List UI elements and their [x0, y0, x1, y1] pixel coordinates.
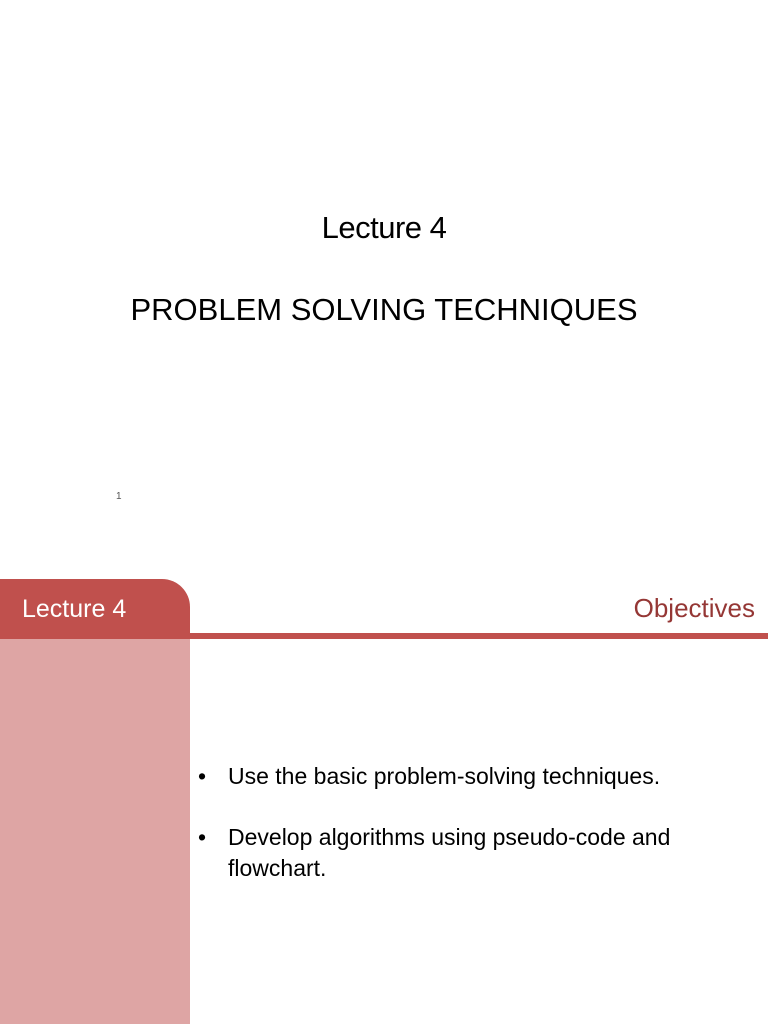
lecture-tab — [0, 579, 190, 639]
bullet-icon: • — [198, 824, 207, 850]
objectives-list — [198, 761, 758, 914]
bullet-icon: • — [198, 763, 207, 789]
slide-number: 1 — [116, 491, 122, 502]
header-divider — [190, 633, 768, 639]
lecture-subtitle: PROBLEM SOLVING TECHNIQUES — [130, 292, 638, 327]
objectives-slide — [0, 576, 768, 1024]
lecture-title: Lecture 4 — [321, 210, 447, 245]
list-item — [198, 761, 758, 792]
list-item-text: Use the basic problem-solving techniques. — [228, 763, 661, 789]
list-item-text: Develop algorithms using pseudo-code and flowchart. — [228, 824, 671, 881]
section-title: Objectives — [633, 593, 755, 623]
list-item — [198, 822, 758, 884]
side-panel — [0, 638, 190, 1024]
lecture-tab-label: Lecture 4 — [22, 595, 127, 623]
